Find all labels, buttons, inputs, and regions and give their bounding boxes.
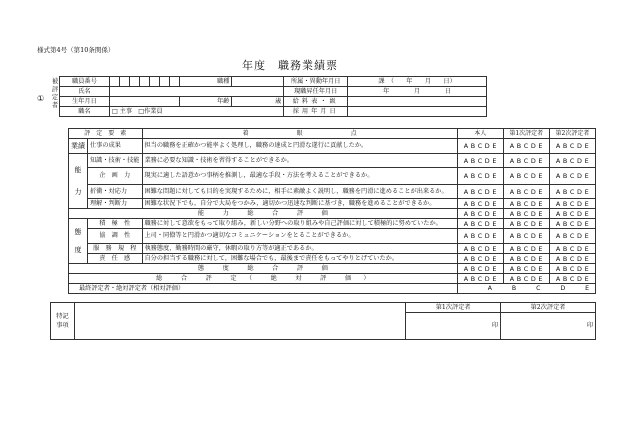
grade-second[interactable]: A B C D E [549, 219, 595, 229]
name-field[interactable] [109, 87, 283, 97]
dept-label: 所属・異動年月日 [284, 77, 348, 87]
grade-second[interactable]: A B C D E [549, 199, 595, 209]
final-evaluator-label: 最終評定者・絶対評定者（相対評価） [69, 284, 458, 294]
category-taido: 態 度 [69, 219, 88, 264]
item-desc: 困難な状況下でも，自分で大局をつかみ，適切かつ迅速な判断に基づき，職務を進めることができるか。 [142, 199, 457, 209]
job-type-label: 職種 [179, 77, 232, 87]
second-evaluator-sig-label: 第2次評定者 [501, 303, 596, 313]
grade-first[interactable]: A B C D E [503, 154, 549, 168]
grade-first[interactable]: A B C D E [503, 185, 549, 199]
grade-first[interactable]: A B C D E [503, 209, 549, 219]
salary-grade-label: 給料表・級 [284, 97, 348, 107]
grade-self[interactable]: A B C D E [457, 254, 503, 264]
grade-self[interactable]: A B C D E [457, 185, 503, 199]
remarks-field[interactable] [74, 303, 405, 340]
employee-number-box[interactable] [109, 77, 119, 87]
item-desc: 業務に必要な知識・技術を習得することができるか。 [142, 154, 457, 168]
grade-first[interactable]: A B C D E [503, 168, 549, 185]
item-name: 服 務 規 程 [88, 244, 143, 254]
grade-self[interactable]: A B C D E [457, 199, 503, 209]
remarks-table [50, 302, 596, 340]
grade-self[interactable]: A B C D E [457, 168, 503, 185]
grade-second[interactable]: A B C D E [549, 168, 595, 185]
first-evaluator-sig-label: 第1次評定者 [406, 303, 501, 313]
item-name: 知識・技術・技能 [88, 154, 143, 168]
grade-first[interactable]: A B C D E [503, 274, 549, 284]
remarks-label: 特記 事項 [51, 303, 75, 340]
item-name: 折衝・対応力 [88, 185, 143, 199]
hyoteisha-vertical-label: 被評定者 [51, 78, 59, 109]
header-first-evaluator: 第1次評定者 [503, 129, 549, 139]
grade-second[interactable]: A B C D E [549, 274, 595, 284]
job-type-field[interactable] [232, 77, 284, 87]
grade-self[interactable]: A B C D E [457, 139, 503, 154]
age-unit[interactable]: 歳 [232, 97, 284, 107]
first-evaluator-seal[interactable]: 印 [406, 313, 501, 340]
item-desc: 自分の担当する職務に対して，困難な場合でも，最後まで責任をもってやりとげていたか。 [142, 254, 457, 264]
item-desc: 上司・同僚等と円滑かつ適切なコミュニケーションをとることができるか。 [142, 229, 457, 244]
noryoku-summary-label: 能 力 総 合 評 価 [69, 209, 458, 219]
grade-self[interactable]: A B C D E [457, 274, 503, 284]
grade-first[interactable]: A B C D E [503, 254, 549, 264]
grade-first[interactable]: A B C D E [503, 244, 549, 254]
grade-self[interactable]: A B C D E [457, 209, 503, 219]
grade-second[interactable]: A B C D E [549, 185, 595, 199]
grade-self[interactable]: A B C D E [457, 264, 503, 274]
birthdate-label: 生年月日 [60, 97, 110, 107]
item-name: 積 極 性 [88, 219, 143, 229]
grade-second[interactable]: A B C D E [549, 254, 595, 264]
job-title-label: 職名 [60, 107, 110, 117]
overall-rating-label: 総 合 評 定 （ 絶 対 評 価 ） [69, 274, 458, 284]
promotion-date-label: 現職昇任年月日 [284, 87, 348, 97]
dept-field[interactable]: 課 （ 年 月 日） [348, 77, 487, 87]
grade-self[interactable]: A B C D E [457, 244, 503, 254]
employee-number-label: 職員番号 [60, 77, 110, 87]
item-desc: 現実に適した語意かつ事柄を推測し，最適な手段・方法を考えることができるか。 [142, 168, 457, 185]
grade-second[interactable]: A B C D E [549, 229, 595, 244]
job-title-checkboxes[interactable]: □ 主事 □作業員 [109, 107, 283, 117]
second-evaluator-seal[interactable]: 印 [501, 313, 596, 340]
grade-first[interactable]: A B C D E [503, 199, 549, 209]
item-name: 責 任 感 [88, 254, 143, 264]
promotion-date-field[interactable]: 年 月 日 [348, 87, 487, 97]
header-element: 評 定 要 素 [69, 129, 143, 139]
grade-second[interactable]: A B C D E [549, 244, 595, 254]
header-second-evaluator: 第2次評定者 [549, 129, 595, 139]
item-name: 仕事の成果 [88, 139, 143, 154]
grade-first[interactable]: A B C D E [503, 139, 549, 154]
final-grade-row[interactable]: A B C D E [457, 284, 595, 294]
employee-info-table [59, 76, 487, 117]
grade-self[interactable]: A B C D E [457, 219, 503, 229]
hire-date-field[interactable] [348, 107, 487, 117]
form-title: 年度 職務業績票 [242, 59, 338, 72]
grade-self[interactable]: A B C D E [457, 229, 503, 244]
item-desc: 職務に対して意欲をもって取り組み，新しい分野への取り組みや自己評価に対して積極的に努めていたか。 [142, 219, 457, 229]
grade-second[interactable]: A B C D E [549, 154, 595, 168]
evaluation-table [68, 128, 596, 294]
category-noryoku: 能 力 [69, 154, 88, 209]
hire-date-label: 採用年月日 [284, 107, 348, 117]
item-name: 理解・判断力 [88, 199, 143, 209]
item-name: 協 調 性 [88, 229, 143, 244]
grade-first[interactable]: A B C D E [503, 219, 549, 229]
header-viewpoint: 着 眼 点 [142, 129, 457, 139]
taido-summary-label: 態 度 総 合 評 価 [69, 264, 458, 274]
salary-grade-field[interactable] [348, 97, 487, 107]
name-label: 氏名 [60, 87, 110, 97]
grade-second[interactable]: A B C D E [549, 139, 595, 154]
grade-second[interactable]: A B C D E [549, 209, 595, 219]
item-name: 企 画 力 [88, 168, 143, 185]
category-gyoseki: 業績 [69, 139, 88, 154]
grade-first[interactable]: A B C D E [503, 229, 549, 244]
birthdate-field[interactable] [109, 97, 179, 107]
header-self: 本人 [457, 129, 503, 139]
circle-number: ① [37, 94, 45, 103]
grade-self[interactable]: A B C D E [457, 154, 503, 168]
grade-second[interactable]: A B C D E [549, 264, 595, 274]
grade-first[interactable]: A B C D E [503, 264, 549, 274]
age-label: 年齢 [179, 97, 232, 107]
item-desc: 担当の職務を正確かつ能率よく処理し，職務の達成と円滑な遂行に貢献したか。 [142, 139, 457, 154]
item-desc: 困難な問題に対しても目的を実現するために，相手に素敵よく説明し，職務を円滑に進めることが出来るか。 [142, 185, 457, 199]
form-label: 様式第4号（第10条関係） [37, 46, 115, 54]
item-desc: 執務態度，勤務時間の厳守，休暇の取り方等が適正であるか。 [142, 244, 457, 254]
